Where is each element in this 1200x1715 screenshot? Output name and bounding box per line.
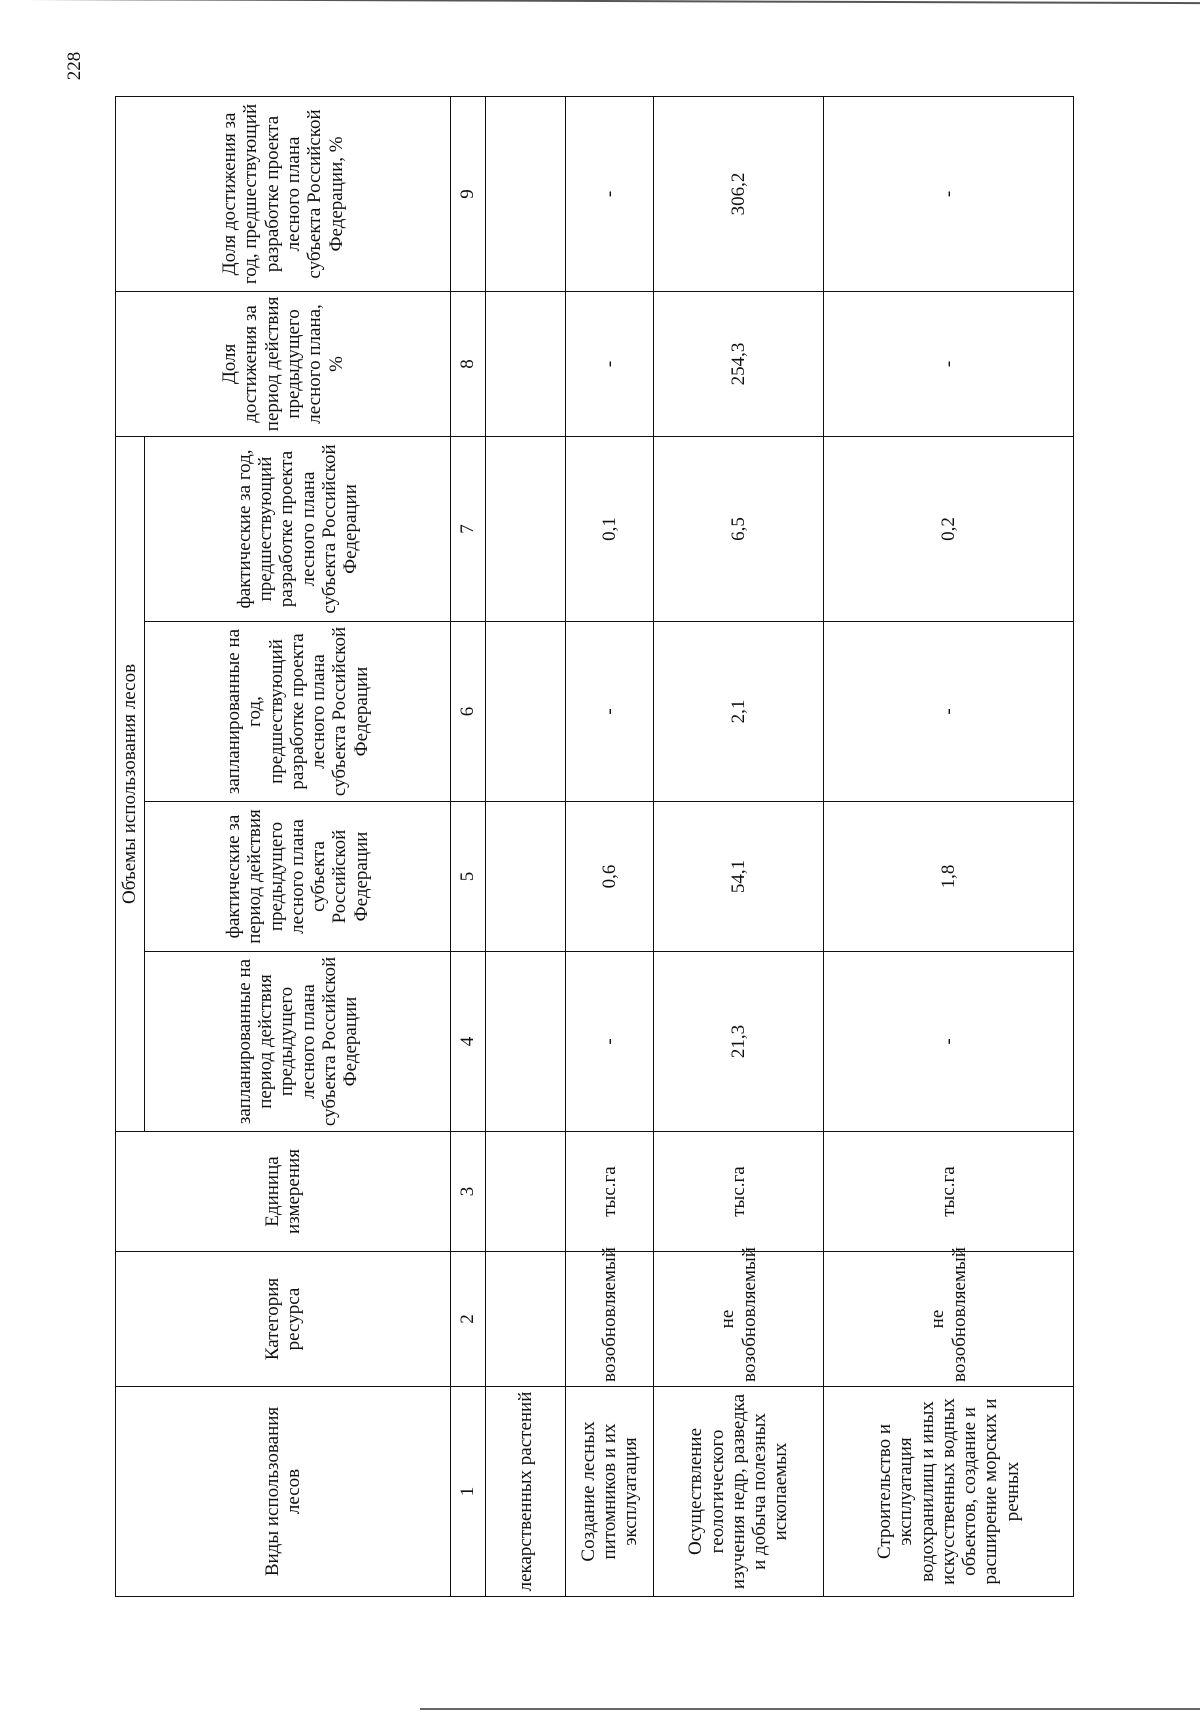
cell-planned-year: -: [824, 622, 1074, 802]
cell-share-period: -: [566, 291, 654, 436]
cell-share-period: [486, 291, 566, 436]
column-number: 8: [451, 291, 486, 436]
scan-edge-bottom: [420, 1708, 1200, 1710]
header-unit: Единица измерения: [116, 1132, 451, 1252]
cell-use-type: Осуществление геологического изучения недр, разведка и добыча полезных ископаемых: [654, 1387, 824, 1597]
cell-actual-period: 54,1: [654, 802, 824, 952]
cell-share-period: 254,3: [654, 291, 824, 436]
table-row: [566, 96, 654, 1596]
header-share-year: Доля достижения за год, предшествующий разработке проекта лесного плана субъекта Российской Федерации, %: [116, 96, 451, 291]
cell-actual-year: 0,2: [824, 436, 1074, 621]
cell-planned-year: [486, 622, 566, 802]
cell-unit: тыс.га: [824, 1132, 1074, 1252]
cell-unit: тыс.га: [566, 1132, 654, 1252]
column-number: 7: [451, 436, 486, 621]
cell-share-year: [486, 96, 566, 291]
scan-edge-top: [0, 0, 1200, 4]
column-number: 2: [451, 1252, 486, 1387]
cell-use-type: Создание лесных питомников и их эксплуатация: [566, 1387, 654, 1597]
cell-unit: [486, 1132, 566, 1252]
cell-use-type: Строительство и эксплуатация водохранилищ и иных искусственных водных объектов, создание и расширение морских и речных: [824, 1387, 1074, 1597]
table-container: [115, 97, 1123, 1597]
page-number: 228: [64, 51, 85, 81]
cell-share-year: -: [566, 96, 654, 291]
table-row: [824, 96, 1074, 1596]
cell-category: [486, 1252, 566, 1387]
header-actual-year: фактические за год, предшествующий разработке проекта лесного плана субъекта Российской Федерации: [145, 436, 451, 621]
cell-use-type: лекарственных растений: [486, 1387, 566, 1597]
cell-planned-period: [486, 952, 566, 1132]
header-share-period: Доля достижения за период действия предыдущего лесного плана, %: [116, 291, 451, 436]
column-number: 9: [451, 96, 486, 291]
cell-unit: тыс.га: [654, 1132, 824, 1252]
cell-category: не возобновляемый: [654, 1252, 824, 1387]
cell-planned-period: -: [824, 952, 1074, 1132]
column-number: 4: [451, 952, 486, 1132]
column-number: 6: [451, 622, 486, 802]
cell-share-year: 306,2: [654, 96, 824, 291]
header-volumes-group: Объемы использования лесов: [116, 436, 145, 1131]
cell-share-year: -: [824, 96, 1074, 291]
column-number: 1: [451, 1387, 486, 1597]
cell-planned-period: 21,3: [654, 952, 824, 1132]
cell-share-period: -: [824, 291, 1074, 436]
cell-actual-period: 1,8: [824, 802, 1074, 952]
header-planned-period: запланированные на период действия предыдущего лесного плана субъекта Российской Федерации: [145, 952, 451, 1132]
cell-actual-year: 0,1: [566, 436, 654, 621]
cell-planned-year: -: [566, 622, 654, 802]
cell-actual-year: [486, 436, 566, 621]
table-row: [486, 96, 566, 1596]
column-number: 3: [451, 1132, 486, 1252]
forest-use-table: [115, 96, 1074, 1597]
rotated-table: [115, 97, 1123, 1597]
cell-actual-year: 6,5: [654, 436, 824, 621]
header-resource-category: Категория ресурса: [116, 1252, 451, 1387]
table-row: [654, 96, 824, 1596]
cell-planned-period: -: [566, 952, 654, 1132]
header-actual-period: фактические за период действия предыдущего лесного плана субъекта Российской Федерации: [145, 802, 451, 952]
column-number: 5: [451, 802, 486, 952]
column-number-row: [451, 96, 486, 1596]
cell-planned-year: 2,1: [654, 622, 824, 802]
header-planned-year: запланированные на год, предшествующий разработке проекта лесного плана субъекта Российской Федерации: [145, 622, 451, 802]
header-use-type: Виды использования лесов: [116, 1387, 451, 1597]
cell-category: не возобновляемый: [824, 1252, 1074, 1387]
cell-actual-period: 0,6: [566, 802, 654, 952]
cell-category: возобновляемый: [566, 1252, 654, 1387]
cell-actual-period: [486, 802, 566, 952]
